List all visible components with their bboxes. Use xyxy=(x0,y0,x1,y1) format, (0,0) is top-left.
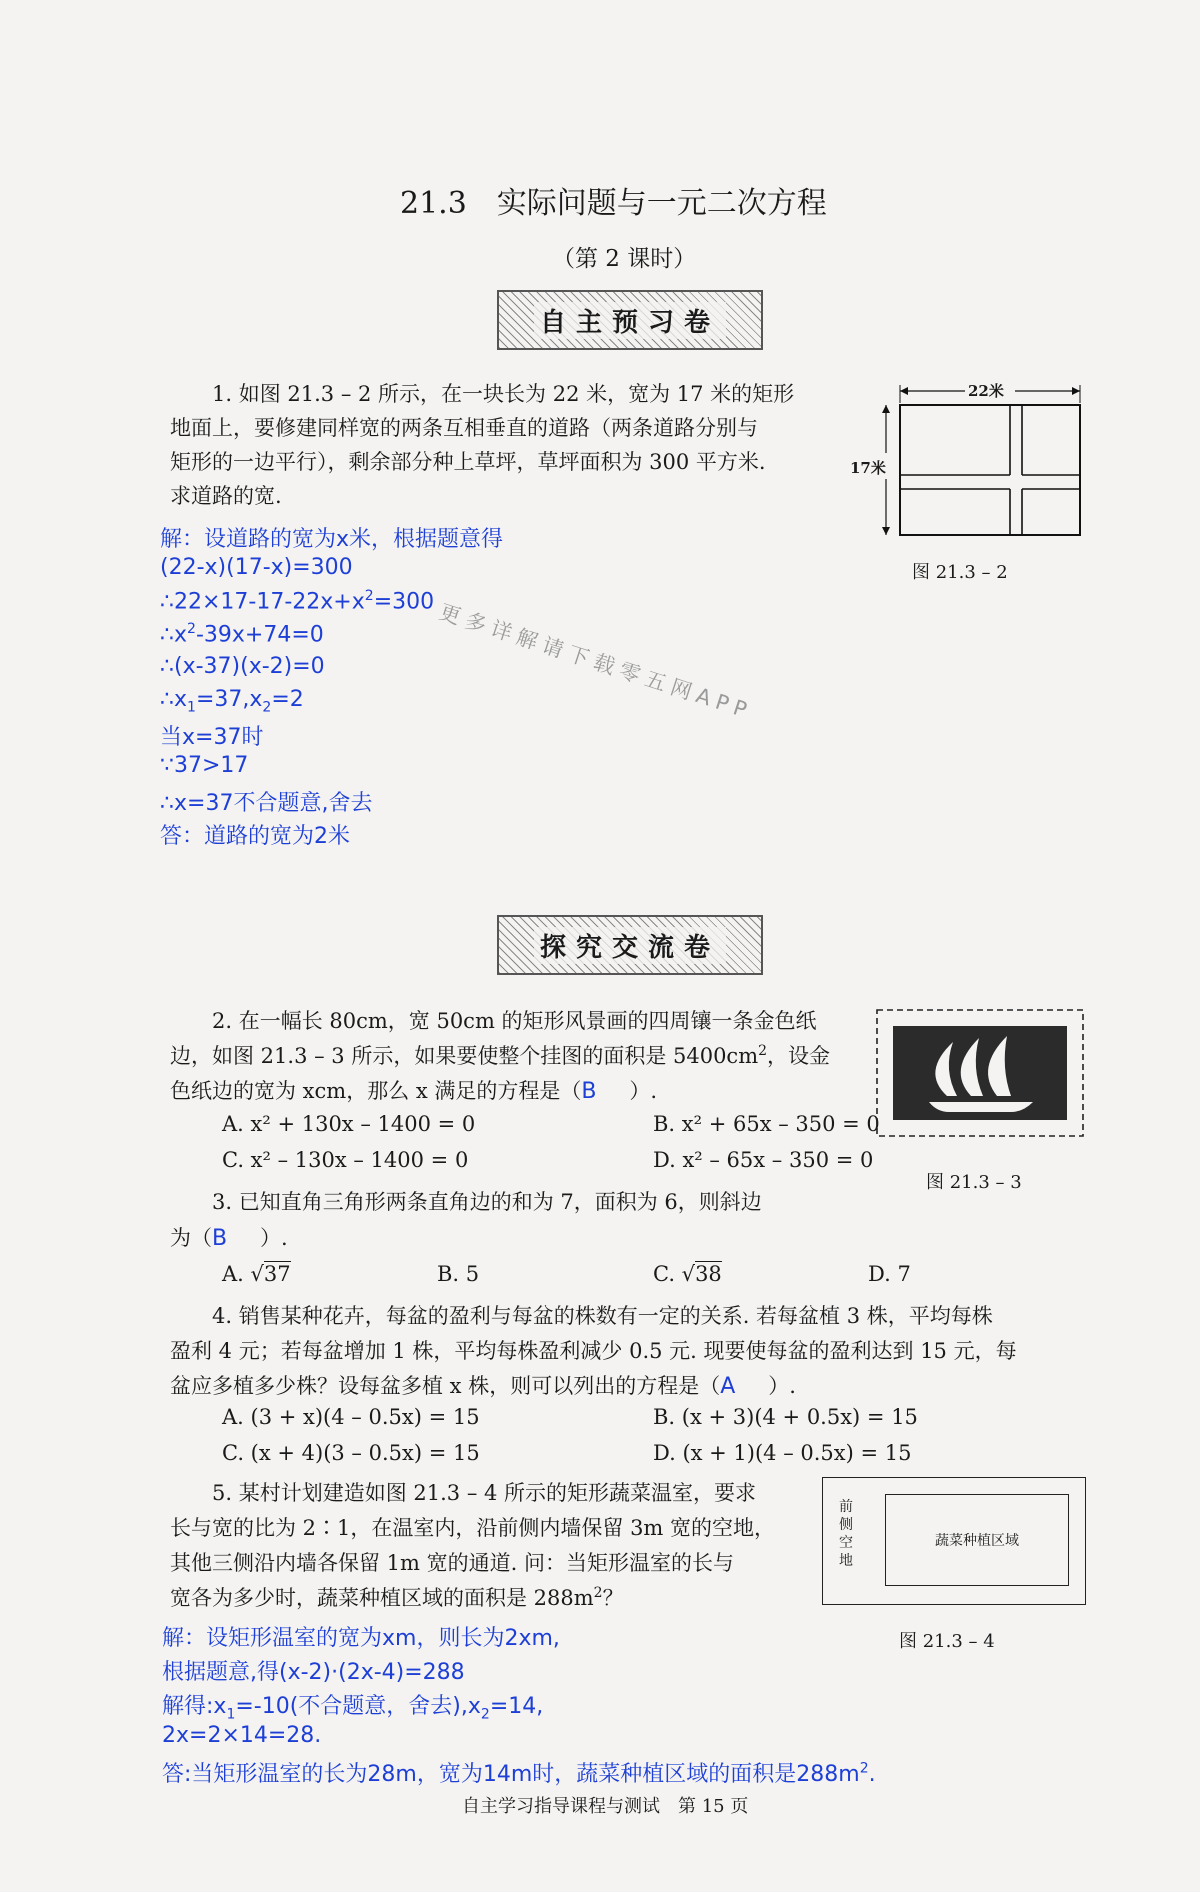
lesson-subtitle: （第 2 课时） xyxy=(552,246,697,272)
q1-sol-line-7: 当x=37时 xyxy=(160,725,264,750)
section-banner-preview xyxy=(497,290,763,350)
figure-21-3-4 xyxy=(822,1477,1086,1605)
fig3-inner-label: 蔬菜种植区域 xyxy=(935,1533,1019,1549)
q2-line-2b: ，设金 xyxy=(767,1044,831,1068)
q5-sol-3s1: 1 xyxy=(226,1706,236,1723)
q4-option-b: B. (x + 3)(4 + 0.5x) = 15 xyxy=(653,1405,918,1429)
q3-line-1: 3. 已知直角三角形两条直角边的和为 7，面积为 6，则斜边 xyxy=(212,1190,762,1214)
q1-sol-4a: ∴x xyxy=(160,622,188,648)
q3-option-a-prefix: A. xyxy=(222,1262,251,1286)
q3-line-2a: 为（ xyxy=(170,1226,212,1250)
q5-line-4a: 宽各为多少时，蔬菜种植区域的面积是 288m xyxy=(170,1586,594,1610)
q4-line-3a: 盆应多植多少株？设每盆多植 x 株，则可以列出的方程是（ xyxy=(170,1374,721,1398)
q5-sol-line-3 xyxy=(162,1689,543,1722)
q1-sol-line-2: (22-x)(17-x)=300 xyxy=(160,555,353,580)
q1-sol-line-8: ∵37>17 xyxy=(160,753,249,778)
q5-sol-line-2: 根据题意,得(x-2)·(2x-4)=288 xyxy=(162,1660,465,1685)
q5-sol-3a: 解得:x xyxy=(162,1694,227,1719)
q2-option-c: C. x² – 130x – 1400 = 0 xyxy=(222,1148,469,1172)
q1-sol-6b: =37,x xyxy=(195,687,263,712)
q4-line-3 xyxy=(170,1370,796,1400)
fig3-side-label: 前侧空地 xyxy=(839,1499,853,1569)
q2-line-2sup: 2 xyxy=(758,1043,768,1059)
section-banner-explore xyxy=(497,915,763,975)
q4-line-2: 盈利 4 元；若每盆增加 1 株，平均每株盈利减少 0.5 元. 现要使每盆的盈利达到 15 元，每 xyxy=(170,1339,1017,1363)
q5-sol-line-5 xyxy=(162,1757,876,1788)
watermark: 更多详解请下载零五网APP xyxy=(436,599,756,724)
q2-option-d: D. x² – 65x – 350 = 0 xyxy=(653,1148,874,1172)
fig1-width-label: 22米 xyxy=(968,382,1004,400)
q1-sol-line-1: 解：设道路的宽为x米，根据题意得 xyxy=(160,527,504,552)
q1-sol-line-5: ∴(x-37)(x-2)=0 xyxy=(160,654,325,679)
fig2-caption: 图 21.3 – 3 xyxy=(926,1172,1022,1193)
q3-line-2 xyxy=(170,1222,288,1252)
q1-sol-3b: =300 xyxy=(373,589,435,615)
q3-option-c-radicand: 38 xyxy=(695,1262,722,1286)
q3-option-a-radicand: 37 xyxy=(263,1262,291,1286)
q5-sol-3s2: 2 xyxy=(480,1706,490,1723)
q2-line-3b: ）. xyxy=(629,1079,658,1103)
q4-option-d: D. (x + 1)(4 – 0.5x) = 15 xyxy=(653,1441,912,1465)
figure-21-3-2 xyxy=(850,375,1090,540)
fig3-inner-region xyxy=(885,1494,1069,1586)
q5-line-4 xyxy=(170,1582,624,1612)
q1-sol-4sup: 2 xyxy=(187,621,196,637)
q1-line-3: 矩形的一边平行），剩余部分种上草坪，草坪面积为 300 平方米. xyxy=(170,450,766,474)
footer-page-number: 自主学习指导课程与测试 第 15 页 xyxy=(462,1796,749,1817)
q3-answer: B xyxy=(212,1226,228,1251)
q3-option-c-radical: √ xyxy=(681,1262,696,1286)
q4-line-3b: ）. xyxy=(768,1374,796,1398)
q1-sol-6c: =2 xyxy=(271,687,304,712)
q2-line-3 xyxy=(170,1075,657,1105)
q5-line-4sup: 2 xyxy=(593,1585,603,1601)
q2-option-a: A. x² + 130x – 1400 = 0 xyxy=(222,1112,476,1136)
q4-line-1: 4. 销售某种花卉，每盆的盈利与每盆的株数有一定的关系. 若每盆植 3 株，平均每株 xyxy=(212,1304,993,1328)
q1-sol-line-4 xyxy=(160,621,324,647)
q5-sol-5b: . xyxy=(868,1762,876,1787)
q3-option-a-radical: √ xyxy=(250,1262,264,1286)
q4-answer: A xyxy=(720,1374,736,1399)
q2-line-3a: 色纸边的宽为 xcm，那么 x 满足的方程是（ xyxy=(170,1079,582,1103)
q2-line-2 xyxy=(170,1040,830,1070)
q5-sol-3b: =-10(不合题意，舍去),x xyxy=(235,1694,481,1719)
q1-sol-6a: ∴x xyxy=(160,687,188,712)
q1-line-1: 1. 如图 21.3 – 2 所示，在一块长为 22 米，宽为 17 米的矩形 xyxy=(212,382,795,406)
q1-sol-4b: -39x+74=0 xyxy=(195,622,324,648)
page-title: 21.3 实际问题与一元二次方程 xyxy=(400,186,827,221)
q3-option-a xyxy=(222,1262,291,1286)
section-banner-explore-label: 探究交流卷 xyxy=(534,927,726,964)
q5-sol-5sup: 2 xyxy=(859,1760,869,1777)
q4-option-a: A. (3 + x)(4 – 0.5x) = 15 xyxy=(222,1405,480,1429)
q1-sol-6s1: 1 xyxy=(187,699,196,716)
q2-option-b: B. x² + 65x – 350 = 0 xyxy=(653,1112,880,1136)
q5-line-3: 其他三侧沿内墙各保留 1m 宽的通道. 问：当矩形温室的长与 xyxy=(170,1551,734,1575)
figure-21-3-3 xyxy=(875,1008,1085,1138)
q5-sol-line-4: 2x=2×14=28. xyxy=(162,1723,322,1748)
q5-line-1: 5. 某村计划建造如图 21.3 – 4 所示的矩形蔬菜温室，要求 xyxy=(212,1481,757,1505)
q2-answer: B xyxy=(581,1079,597,1104)
q1-sol-line-3 xyxy=(160,588,434,614)
q2-line-2a: 边，如图 21.3 – 3 所示，如果要使整个挂图的面积是 5400cm xyxy=(170,1044,759,1068)
q3-line-2b: ）. xyxy=(260,1226,288,1250)
fig1-height-label: 17米 xyxy=(850,459,886,477)
q3-option-c-prefix: C. xyxy=(653,1262,682,1286)
q1-line-2: 地面上，要修建同样宽的两条互相垂直的道路（两条道路分别与 xyxy=(170,416,758,440)
q3-option-d: D. 7 xyxy=(868,1262,911,1286)
q1-sol-6s2: 2 xyxy=(262,699,272,716)
q5-sol-5a: 答:当矩形温室的长为28m，宽为14m时，蔬菜种植区域的面积是288m xyxy=(162,1762,860,1787)
q3-option-b: B. 5 xyxy=(437,1262,480,1286)
q1-sol-3a: ∴22×17-17-22x+x xyxy=(160,589,365,615)
q4-option-c: C. (x + 4)(3 – 0.5x) = 15 xyxy=(222,1441,480,1465)
q1-sol-line-6 xyxy=(160,687,304,715)
framed-picture xyxy=(875,1008,1085,1138)
q5-sol-3c: =14, xyxy=(489,1694,544,1719)
q3-option-c xyxy=(653,1262,722,1286)
q5-sol-line-1: 解：设矩形温室的宽为xm，则长为2xm, xyxy=(162,1626,560,1651)
q1-sol-3sup: 2 xyxy=(364,588,374,604)
q1-line-4: 求道路的宽. xyxy=(170,484,282,508)
section-banner-preview-label: 自主预习卷 xyxy=(534,302,726,339)
q5-line-4b: ？ xyxy=(602,1586,624,1610)
q5-line-2: 长与宽的比为 2∶1，在温室内，沿前侧内墙保留 3m 宽的空地， xyxy=(170,1516,776,1540)
q2-line-1: 2. 在一幅长 80cm，宽 50cm 的矩形风景画的四周镶一条金色纸 xyxy=(212,1009,817,1033)
fig3-caption: 图 21.3 – 4 xyxy=(899,1631,995,1652)
q1-sol-line-9: ∴x=37不合题意,舍去 xyxy=(160,791,373,816)
q1-sol-line-10: 答：道路的宽为2米 xyxy=(160,824,350,849)
fig1-caption: 图 21.3 – 2 xyxy=(912,562,1008,583)
